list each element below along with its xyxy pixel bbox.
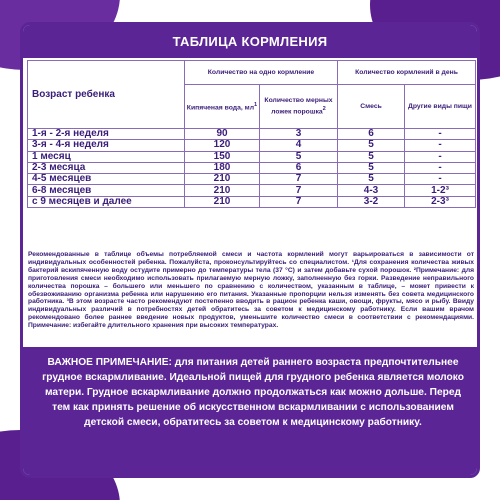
table-row: 6-8 месяцев 210 7 4-3 1-2³: [28, 185, 476, 196]
header-age: Возраст ребенка: [28, 61, 185, 129]
table-row: 1-я - 2-я неделя 90 3 6 -: [28, 129, 476, 140]
important-note-text: для питания детей раннего возраста предпочтительнее грудное вскармливание. Идеальной пищей для грудного ребенка является молоко матери. Грудное вскармливание должно продолжаться как можно дольше. Перед тем как принять решение об искусственном вскармливании с использованием детской смеси, обратитесь за советом к медицинскому работнику.: [42, 357, 464, 428]
header-mix: Смесь: [338, 85, 405, 129]
table-row: 4-5 месяцев 210 7 5 -: [28, 174, 476, 185]
header-per-day: Количество кормлений в день: [338, 61, 476, 85]
important-note: [20, 347, 480, 478]
table-row: с 9 месяцев и далее 210 7 3-2 2-3³: [28, 196, 476, 207]
header-other-food: Другие виды пищи: [405, 85, 476, 129]
header-scoops: Количество мерных ложек порошка$^2$: [260, 85, 338, 129]
header-water: Кипяченая вода, $мл^1$: [185, 85, 260, 129]
table-row: 1 месяц 150 5 5 -: [28, 151, 476, 162]
table-row: 3-я - 4-я неделя 120 4 5 -: [28, 140, 476, 151]
important-note-heading: ВАЖНОЕ ПРИМЕЧАНИЕ:: [47, 357, 172, 368]
table-row: 2-3 месяца 180 6 5 -: [28, 162, 476, 173]
page-title: ТАБЛИЦА КОРМЛЕНИЯ: [23, 25, 477, 58]
header-per-feeding: Количество на одно кормление: [185, 61, 338, 85]
feeding-table-panel: [20, 22, 480, 478]
feeding-table: [27, 60, 476, 208]
footnotes: Рекомендованные в таблице объемы потребляемой смеси и частота кормлений могут варьироваться в зависимости от индивидуальных особенностей ребенка. Пожалуйста, проконсультируйтесь со специалистом. ¹Для сохранения количества живых бактерий вскипяченную воду остудите примерно до температуры тела (37 °C) и затем добавьте сухой порошок. ²Примечание: для приготовления смеси необходимо использовать прилагаемую мерную ложку, заполненную без горки. Разведение неправильного количества порошка – большего или меньшего по сравнению с количеством, указанным в таблице, – может привести к обезвоживанию организма ребенка или нарушению его питания. Указанные пропорции нельзя изменять без совета медицинского работника. ³В этом возрасте часто рекомендуют постепенно вводить в рацион ребенка каши, овощи, фрукты, мясо и рыбу. Ввиду индивидуальных различий в потребностях детей обратитесь за советом к медицинскому работнику. Если вашим врачом рекомендовано более раннее введение новых продуктов, уменьшите количество смеси в соответствии с рекомендациями. Примечание: избегайте длительного хранения при высоких температурах.: [28, 251, 474, 330]
